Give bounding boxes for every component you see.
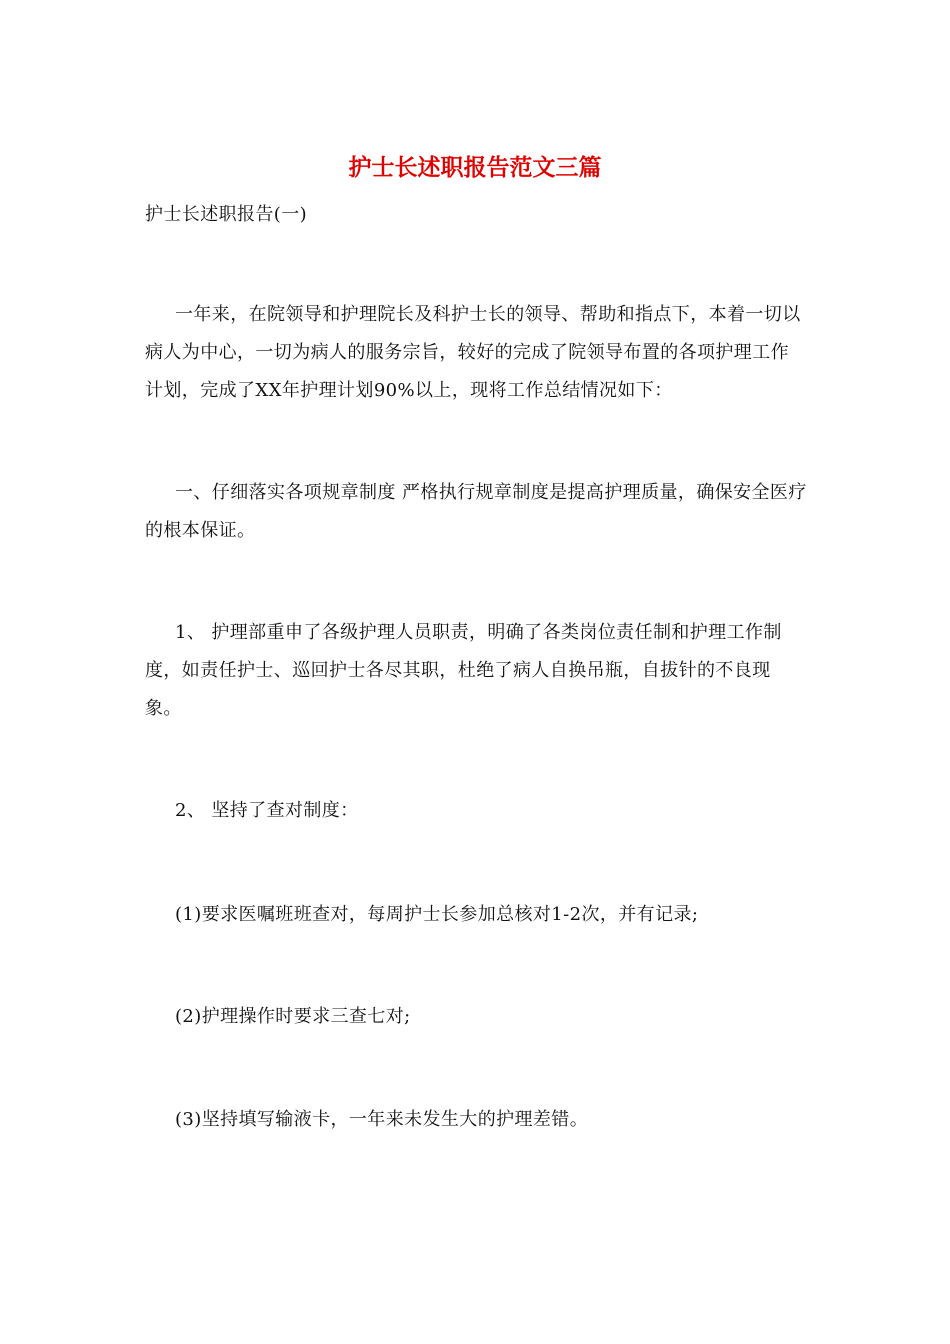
sub-item-2-paragraph: (2)护理操作时要求三查七对;: [175, 1006, 411, 1027]
item-1-paragraph: 1、 护理部重申了各级护理人员职责，明确了各类岗位责任制和护理工作制度，如责任护士、巡回护士各尽其职，杜绝了病人自换吊瓶，自拔针的不良现象。: [145, 622, 782, 719]
section-heading: 护士长述职报告(一): [145, 204, 308, 225]
intro-paragraph: 一年来，在院领导和护理院长及科护士长的领导、帮助和指点下，本着一切以病人为中心，一切为病人的服务宗旨，较好的完成了院领导布置的各项护理工作计划，完成了XX年护理计划90%以上，现将工作总结情况如下：: [145, 304, 801, 401]
document-title: 护士长述职报告范文三篇: [348, 154, 602, 181]
sub-item-1-paragraph: (1)要求医嘱班班查对，每周护士长参加总核对1-2次，并有记录;: [175, 904, 699, 925]
point-one-paragraph: 一、仔细落实各项规章制度 严格执行规章制度是提高护理质量，确保安全医疗的根本保证。: [145, 482, 807, 541]
item-2-paragraph: 2、 坚持了查对制度：: [175, 800, 359, 821]
sub-item-3-paragraph: (3)坚持填写输液卡，一年来未发生大的护理差错。: [175, 1109, 589, 1130]
